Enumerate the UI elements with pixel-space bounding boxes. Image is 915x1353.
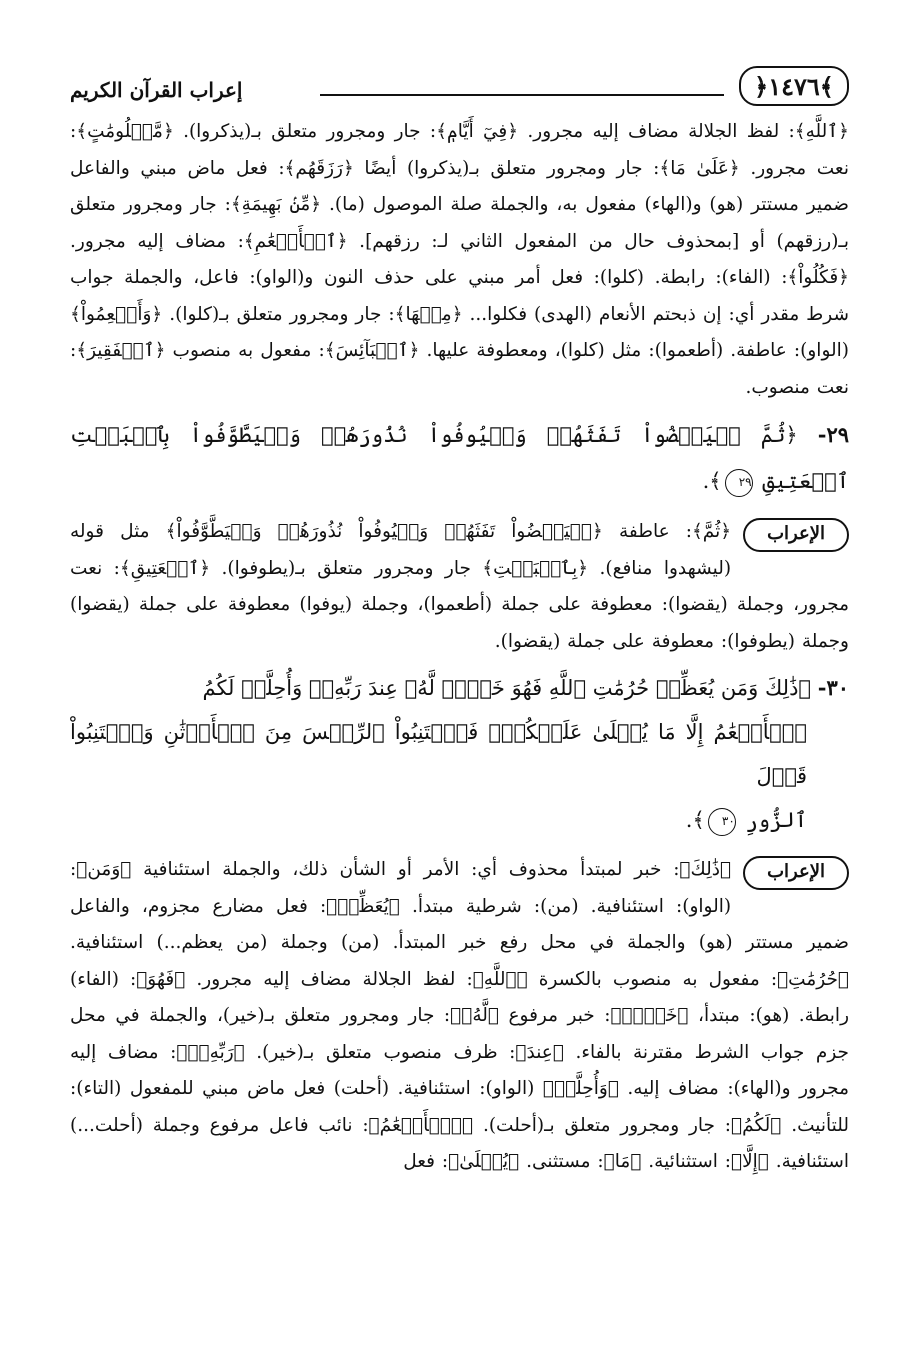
section-1: [70, 114, 849, 406]
irab-text: ﴿ثُمَّ﴾: عاطفة ﴿لۡيَقۡضُواْ تَفَثَهُمۡ وَلۡيُوفُواْ نُذُورَهُمۡ وَلۡيَطَّوَّفُواْ﴾ مثل قوله (ليشهدوا منافع). ﴿بِٱلۡبَيۡتِ﴾ جار ومجرور متعلق بـ(يطوفوا). ﴿ٱلۡعَتِيقِ﴾: نعت مجرور، وجملة (يقضوا): معطوفة على جملة (أطعموا)، وجملة (يوفوا) معطوفة على جملة (يقضوا) وجملة (يطوفوا): معطوفة على جملة (يقضوا).: [70, 521, 849, 652]
verse-closing: ﴾.: [685, 808, 705, 832]
irab-paragraph: ﴿ٱللَّهِ﴾: لفظ الجلالة مضاف إليه مجرور. ﴿فِيٓ أَيَّامٖ﴾: جار ومجرور متعلق بـ(يذكروا). ﴿مَّعۡلُومَٰتٍ﴾: نعت مجرور. ﴿عَلَىٰ مَا﴾: جار ومجرور متعلق بـ(يذكروا) أيضًا ﴿رَزَقَهُم﴾: فعل ماض مبني والفاعل ضمير مستتر (هو) و(الهاء) مفعول به، والجملة صلة الموصول (ما). ﴿مِّنۢ بَهِيمَةِ﴾: جار ومجرور متعلق بـ(رزقهم) أو [بمحذوف حال من المفعول الثاني لـ: رزقهم]. ﴿ٱلۡأَنۡعَٰمِ﴾: مضاف إليه مجرور. ﴿فَكُلُواْ﴾: (الفاء): رابطة. (كلوا): فعل أمر مبني على حذف النون و(الواو): فاعل، والجملة جواب شرط مقدر أي: إن ذبحتم الأنعام (الهدى) فكلوا... ﴿مِنۡهَا﴾: جار ومجرور متعلق بـ(كلوا). ﴿وَأَطۡعِمُواْ﴾ (الواو): عاطفة. (أطعموا): مثل (كلوا)، ومعطوفة عليها. ﴿ٱلۡبَآئِسَ﴾: مفعول به منصوب ﴿ٱلۡفَقِيرَ﴾: نعت منصوب.: [70, 121, 850, 398]
page-header: [70, 60, 849, 114]
page-number: ﴿١٤٧٦﴾: [739, 66, 849, 106]
verse-line-1: ﴿ذَٰلِكَ وَمَن يُعَظِّمۡ حُرُمَٰتِ ٱللَّهِ فَهُوَ خَيۡرٞ لَّهُۥ عِندَ رَبِّهِۦۗ وَأُحِلَّتۡ لَكُمُ: [202, 676, 812, 700]
ayah-number-rosette: ٢٩: [725, 469, 753, 497]
irab-29: [70, 514, 849, 660]
ayah-number-rosette: ٣٠: [708, 808, 736, 836]
irab-label: الإعراب: [743, 518, 849, 552]
verse-30: [70, 666, 849, 842]
page-title: إعراب القرآن الكريم: [70, 78, 243, 102]
irab-label: الإعراب: [743, 856, 849, 890]
verse-line-2: ٱلۡأَنۡعَٰمُ إِلَّا مَا يُتۡلَىٰ عَلَيۡكُمۡۖ فَٱجۡتَنِبُواْ ٱلرِّجۡسَ مِنَ ٱلۡأَوۡثَٰنِ وَٱجۡتَنِبُواْ قَوۡلَ: [70, 720, 807, 788]
verse-line-3: ٱلزُّورِ: [745, 808, 807, 832]
verse-number: ٣٠-: [817, 675, 849, 700]
verse-closing: ﴾.: [702, 469, 722, 493]
irab-text: ﴿ذَٰلِكَ﴾: خبر لمبتدأ محذوف أي: الأمر أو الشأن ذلك، والجملة استئنافية ﴿وَمَن﴾: (الواو): استئنافية. (من): شرطية مبتدأ. ﴿يُعَظِّمۡ﴾: فعل مضارع مجزوم، والفاعل ضمير مستتر (هو) والجملة في محل رفع خبر المبتدأ. (من) وجملة (من يعظم...) استئنافية. ﴿حُرُمَٰتِ﴾: مفعول به منصوب بالكسرة ﴿ٱللَّهِ﴾: لفظ الجلالة مضاف إليه مجرور. ﴿فَهُوَ﴾: (الفاء) رابطة. (هو): مبتدأ، ﴿خَيۡرٞ﴾: خبر مرفوع ﴿لَّهُۥ﴾: جار ومجرور متعلق بـ(خير)، والجملة في محل جزم جواب الشرط مقترنة بالفاء. ﴿عِندَ﴾: ظرف منصوب متعلق بـ(خير). ﴿رَبِّهِۦۗ﴾: مضاف إليه مجرور و(الهاء): مضاف إليه. ﴿وَأُحِلَّتۡ﴾ (الواو): استئنافية. (أحلت) فعل ماض مبني للمفعول (التاء): للتأنيث. ﴿لَكُمُ﴾: جار ومجرور متعلق بـ(أحلت). ﴿ٱلۡأَنۡعَٰمُ﴾: نائب فاعل مرفوع وجملة (أحلت...) استئنافية. ﴿إِلَّا﴾: استثنائية. ﴿مَا﴾: مستثنى. ﴿يُتۡلَىٰ﴾: فعل: [70, 859, 849, 1172]
verse-text: ﴿ثُمَّ لۡيَقۡضُواْ تَفَثَهُمۡ وَلۡيُوفُواْ نُذُورَهُمۡ وَلۡيَطَّوَّفُواْ بِٱلۡبَيۡتِ ٱلۡعَتِيقِ: [70, 423, 849, 493]
header-rule: [320, 94, 724, 96]
verse-29: [70, 412, 849, 504]
irab-30: [70, 852, 849, 1181]
verse-number: ٢٩-: [817, 422, 849, 447]
